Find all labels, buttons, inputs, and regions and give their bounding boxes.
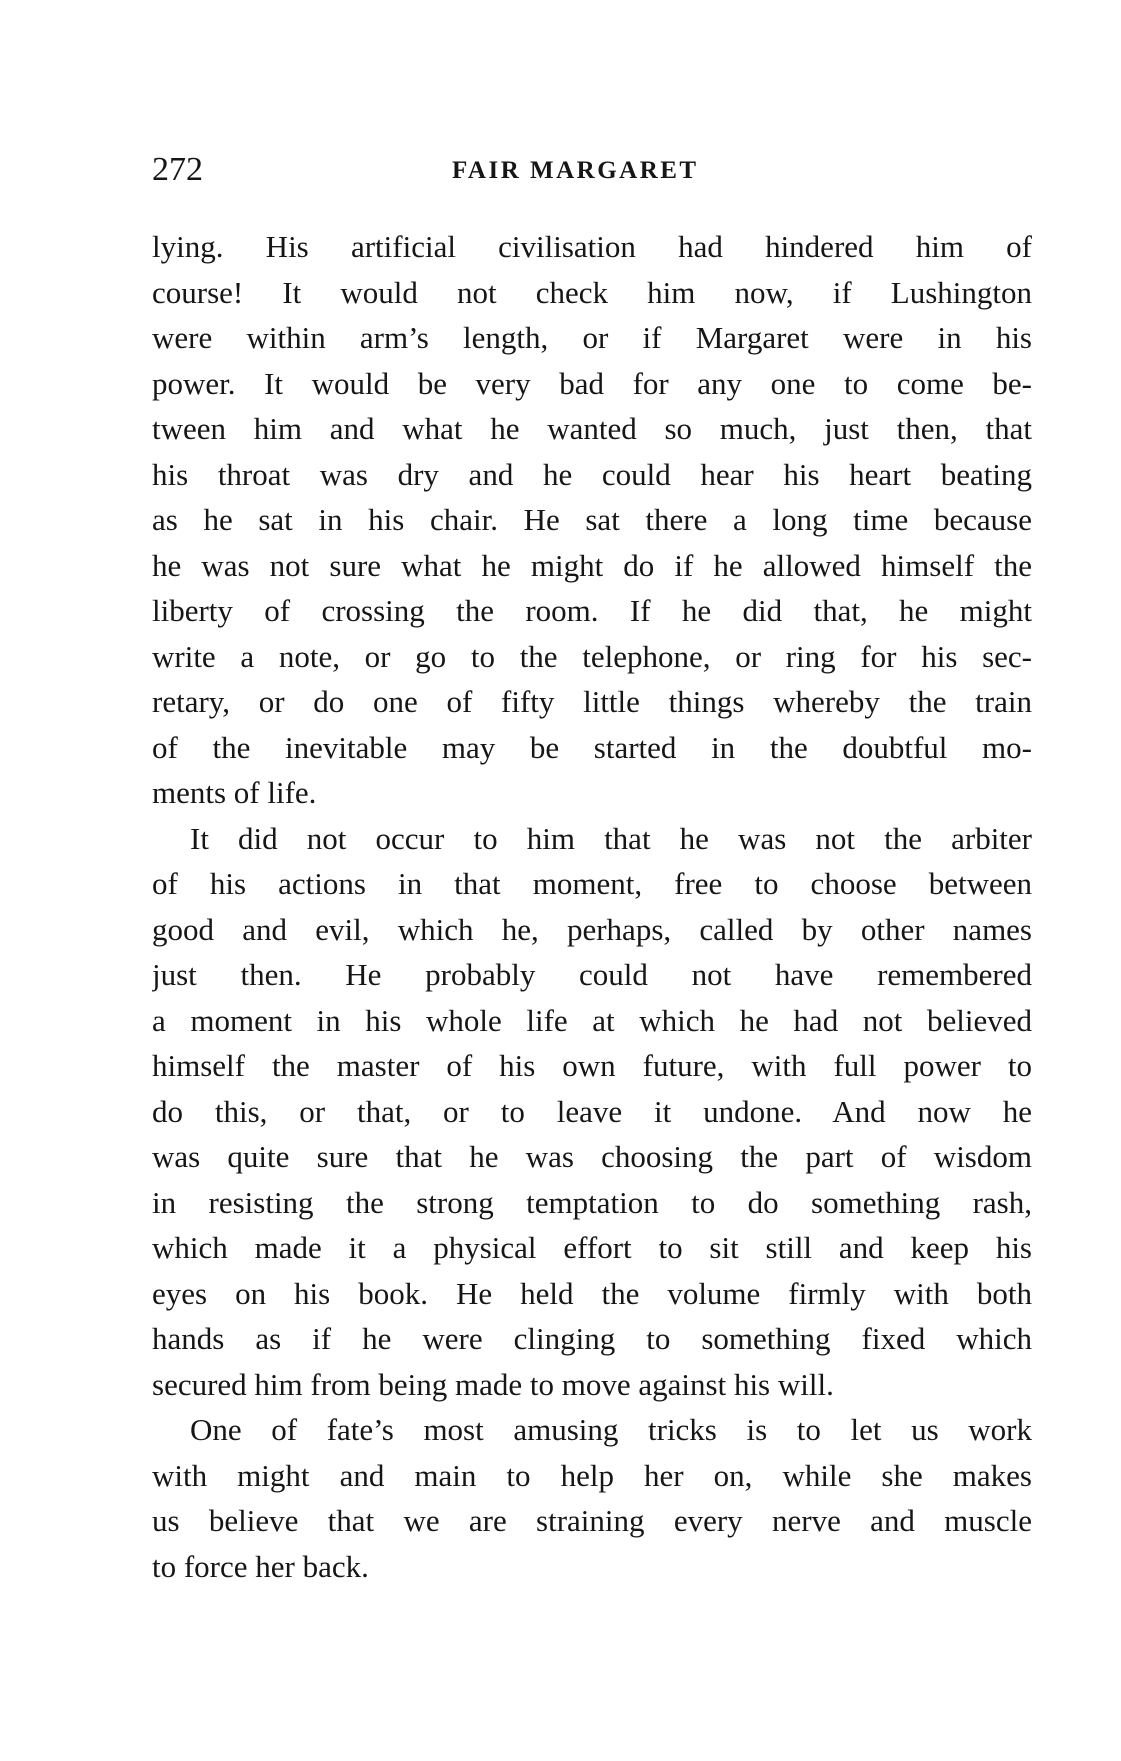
text-line: hands as if he were clinging to something fixed which	[152, 1321, 1032, 1356]
text-line: secured him from being made to move against his will.	[152, 1366, 834, 1402]
text-line: lying. His artificial civilisation had hindered him of	[152, 229, 1032, 264]
text-line: to force her back.	[152, 1548, 369, 1584]
paragraph-3	[152, 1407, 1032, 1589]
text-line: good and evil, which he, perhaps, called by other names	[152, 911, 1032, 947]
page-number: 272	[152, 151, 203, 188]
text-line: a moment in his whole life at which he had not believed	[152, 1002, 1032, 1038]
text-line: course! It would not check him now, if Lushington	[152, 274, 1032, 310]
text-line: he was not sure what he might do if he allowed himself the	[152, 547, 1032, 583]
text-line: with might and main to help her on, while she makes	[152, 1457, 1032, 1493]
paragraph-1	[152, 224, 1032, 816]
text-line: retary, or do one of fifty little things whereby the train	[152, 684, 1032, 719]
body-text	[152, 224, 1032, 1589]
text-line: It did not occur to him that he was not the arbiter	[190, 820, 1032, 856]
text-line: his throat was dry and he could hear his heart beating	[152, 456, 1032, 492]
text-line: of his actions in that moment, free to choose between	[152, 866, 1032, 901]
text-line: was quite sure that he was choosing the part of wisdom	[152, 1139, 1032, 1174]
text-line: ments of life.	[152, 775, 317, 810]
book-title: FAIR MARGARET	[452, 157, 699, 184]
text-line: do this, or that, or to leave it undone. And now he	[152, 1093, 1032, 1129]
text-line: as he sat in his chair. He sat there a long time because	[152, 502, 1032, 537]
paragraph-2	[152, 816, 1032, 1408]
text-line: in resisting the strong temptation to do something rash,	[152, 1184, 1032, 1220]
text-line: power. It would be very bad for any one to come be-	[152, 365, 1032, 401]
text-line: of the inevitable may be started in the doubtful mo-	[152, 729, 1032, 765]
text-line: eyes on his book. He held the volume firmly with both	[152, 1275, 1032, 1311]
text-line: liberty of crossing the room. If he did that, he might	[152, 593, 1032, 628]
text-line: himself the master of his own future, with full power to	[152, 1048, 1032, 1083]
text-line: were within arm’s length, or if Margaret were in his	[152, 320, 1032, 355]
running-head	[152, 148, 1032, 192]
text-line: tween him and what he wanted so much, just then, that	[152, 411, 1032, 446]
text-line: One of fate’s most amusing tricks is to let us work	[190, 1412, 1032, 1447]
text-line: write a note, or go to the telephone, or ring for his sec-	[152, 638, 1032, 674]
text-line: just then. He probably could not have remembered	[152, 957, 1032, 992]
text-line: us believe that we are straining every nerve and muscle	[152, 1503, 1032, 1538]
text-line: which made it a physical effort to sit still and keep his	[152, 1230, 1032, 1265]
